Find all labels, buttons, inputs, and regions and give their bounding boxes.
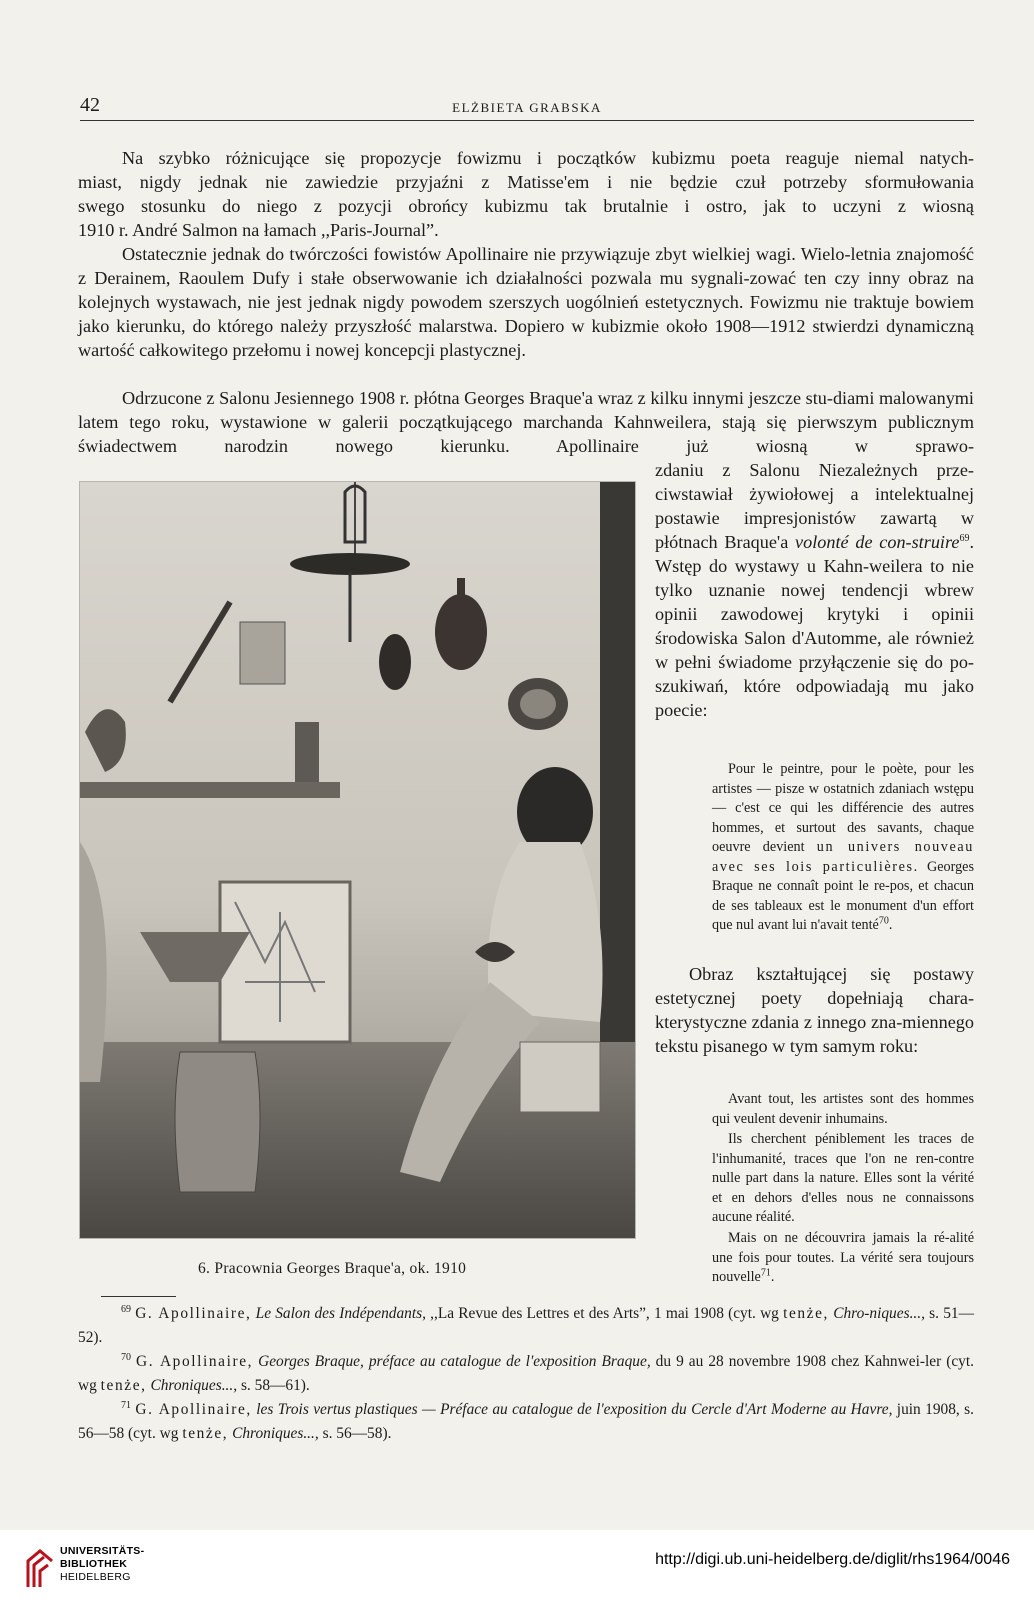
quote-1-text-a: Pour le peintre, pour le poète, pour les artistes — pisze w ostatnich zdaniach wstępu — c'est ce qui les différencie des autres hommes, et surtout des savants, chaque oeuvre devient xyxy=(712,761,974,855)
library-logo-text: UNIVERSITÄTS- BIBLIOTHEK HEIDELBERG xyxy=(60,1545,145,1583)
source-url-link[interactable]: http://digi.ub.uni-heidelberg.de/diglit/rhs1964/0046 xyxy=(655,1551,1010,1568)
quote-2-para-2: Ils cherchent péniblement les traces de l'inhumanité, traces que l'on ne ren-contre nulle part dans la nature. Elles sont la vérité et en dehors d'elles nous ne connaissons aucune réalité. xyxy=(712,1131,974,1225)
p3-col-text-a: zdaniu z Salonu Niezależnych prze-ciwstawiał żywiołowej a intelektualnej postawie impresjonistów zawartą w płótnach Braque'a xyxy=(655,460,974,552)
footnote-69: $^{69}$ G. Apollinaire, Le Salon des Indépendants, ,,La Revue des Lettres et des Arts”, 1 mai 1908 (cyt. wg tenże, Chro-niques..., s. 51—52). xyxy=(78,1303,974,1346)
jug xyxy=(175,1052,260,1192)
footnote-71: $^{71}$ G. Apollinaire, les Trois vertus plastiques — Préface au catalogue de l'exposition du Cercle d'Art Moderne au Havre, juin 1908, s. 56—58 (cyt. wg tenże, Chroniques..., s. 56—58). xyxy=(78,1399,974,1442)
figure-caption: 6. Pracownia Georges Braque'a, ok. 1910 xyxy=(198,1260,467,1277)
bucket xyxy=(520,1042,600,1112)
mantel xyxy=(80,782,340,798)
quote-2-para-3-text: Mais on ne découvrira jamais la ré-alité une fois pour toutes. La vérité sera toujours nouvelle xyxy=(712,1230,974,1285)
studio-photograph xyxy=(79,481,636,1239)
footnote-70: $^{70}$ G. Apollinaire, Georges Braque, préface au catalogue de l'exposition Braque, du 9 au 28 novembre 1908 chez Kahnwei-ler (cyt. wg tenże, Chroniques..., s. 58—61). xyxy=(78,1351,974,1394)
paragraph-3-column xyxy=(655,458,974,722)
violin xyxy=(379,634,411,690)
paragraph-2: Ostatecznie jednak do twórczości fowistów Apollinaire nie przywiązuje zbyt wielkiej wagi. Wielo-letnia znajomość z Derainem, Raoulem Dufy i stałe obserwowanie ich działalności pozwala mu sygnali-zować ten czy inny obraz na kolejnych wystawach, nie jest jednak nigdy powodem szerszych uogólnień estetycznych. Fowizmu nie traktuje bowiem jako kierunku, do którego należy przyszłość malarstwa. Dopiero w kubizmie około 1908—1912 stwierdzi dynamiczną wartość całkowitego przełomu i nowej koncepcji plastycznej. xyxy=(78,244,974,360)
p1-line-2: miast, nigdy jednak nie zawiedzie przyjaźni z Matisse'em i nie będzie czuł potrzeby sformułowania xyxy=(78,172,974,192)
lamp-shade xyxy=(290,553,410,575)
running-head: ELŻBIETA GRABSKA xyxy=(452,100,602,115)
fn-ref-70: 70 xyxy=(878,915,889,927)
library-logo[interactable] xyxy=(24,1545,184,1605)
paragraph-4: Obraz kształtującej się postawy estetycznej poety dopełniają chara-kterystyczne zdania z innego zna-miennego tekstu pisanego w tym samym roku: xyxy=(655,964,974,1056)
p3-col-text-b: . Wstęp do wystawy u Kahn-weilera to nie tylko uznanie nowej tendencji wbrew opinii zawodowej krytyki i opinii środowiska Salon d'Automme, ale również w pełni świadome przyłączenie się do po-szukiwań, które odpowiadają mu jako poecie: xyxy=(655,532,974,720)
photo-illustration xyxy=(80,482,635,1238)
p3-col-italic: volonté de con-struire xyxy=(795,532,960,552)
quote-2-para-1: Avant tout, les artistes sont des hommes qui veulent devenir inhumains. xyxy=(712,1091,974,1127)
page-header xyxy=(80,94,974,121)
quote-2-para-3: Mais on ne découvrira jamais la ré-alité une fois pour toutes. La vérité sera toujours nouvelle$^{71}$. xyxy=(712,1230,974,1285)
quote-1-text-b: Georges Braque ne connaît point le re-pos, et chacun de ses tableaux est le monument d'un effort que nul avant lui n'avait tenté xyxy=(712,858,974,933)
library-logo-icon xyxy=(24,1547,54,1591)
quote-1-spaced: un univers nouveau avec ses lois particulières. xyxy=(712,839,974,875)
fn-ref-71: 71 xyxy=(760,1267,771,1279)
page-number: 42 xyxy=(80,94,100,116)
footnote-rule xyxy=(101,1296,176,1297)
p1-line-1: Na szybko różnicujące się propozycje fowizmu i początków kubizmu poeta reaguje niemal natych- xyxy=(122,148,974,168)
p1-line-4: 1910 r. André Salmon na łamach ,,Paris-Journal”. xyxy=(78,220,439,240)
quote-1: Pour le peintre, pour le poète, pour les artistes — pisze w ostatnich zdaniach wstępu — c'est ce qui les différencie des autres hommes, et surtout des savants, chaque oeuvre devient un univers nouveau avec ses lois particulières. Georges Braque ne connaît point le re-pos, et chacun de ses tableaux est le monument d'un effort que nul avant lui n'avait tenté$^{70}$. xyxy=(712,761,974,933)
p1-line-3: swego stosunku do niego z pozycji obrońcy kubizmu tak brutalnie i ostro, jak to uczyni z wiosną xyxy=(78,196,974,216)
fn-ref-69: 69 xyxy=(959,532,970,544)
canvas-painting xyxy=(220,882,350,1042)
paragraph-3: Odrzucone z Salonu Jesiennego 1908 r. płótna Georges Braque'a wraz z kilku innymi jeszcze stu-diami malowanymi latem tego roku, wystawione w galerii początkującego marchanda Kahnweilera, stają się pierwszym publicznym świadectwem narodzin nowego kierunku. Apollinaire już wiosną w sprawo- xyxy=(78,388,974,456)
wall-mask xyxy=(240,622,285,684)
bottle xyxy=(295,722,319,782)
